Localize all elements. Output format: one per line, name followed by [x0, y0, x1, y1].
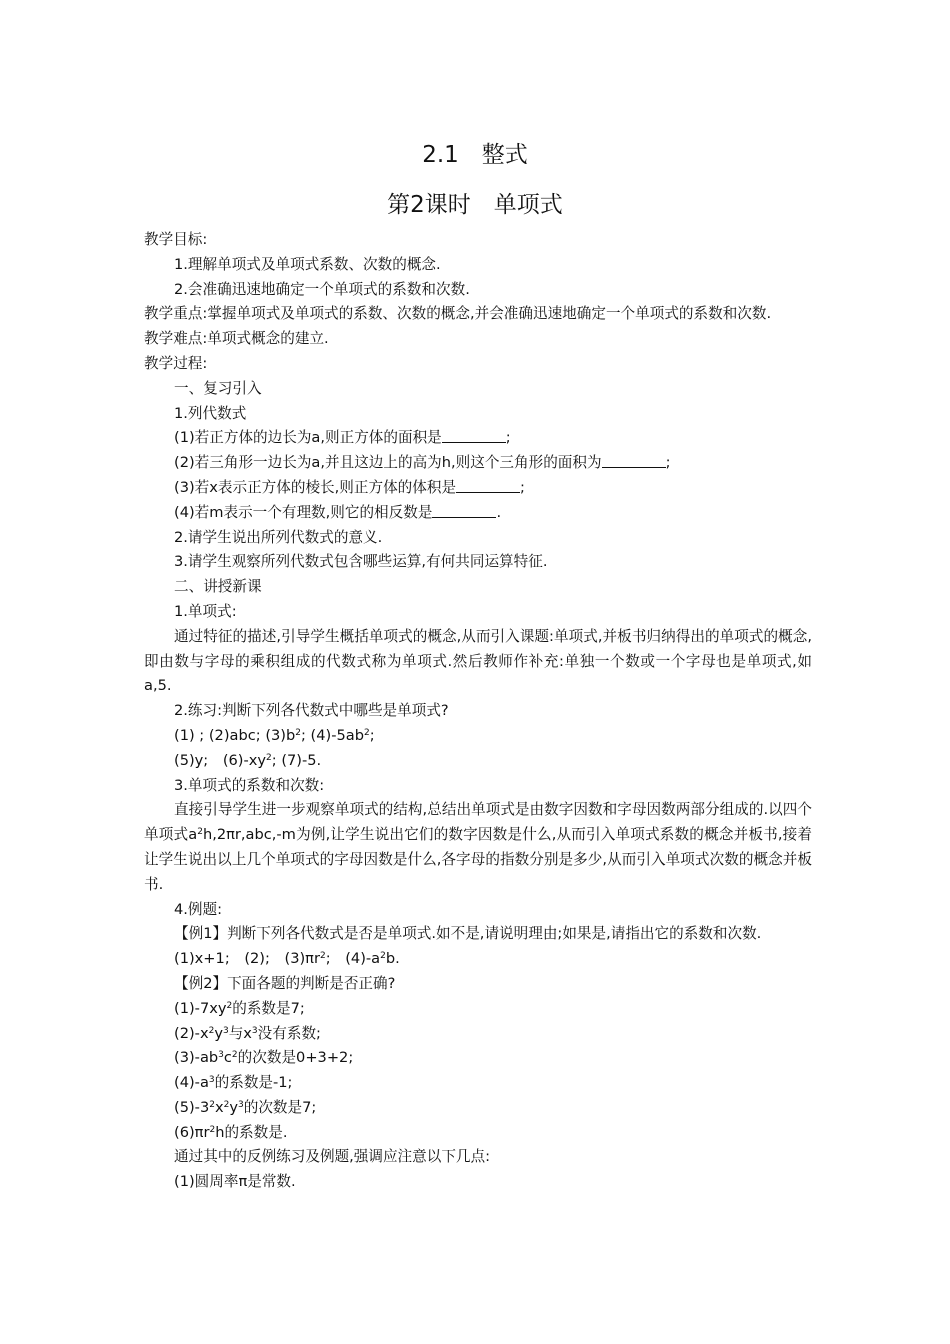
section-1-item-3: 3.请学生观察所列代数式包含哪些运算,有何共同运算特征.: [174, 553, 548, 571]
answer-blank[interactable]: [456, 478, 520, 493]
note-intro: 通过其中的反例练习及例题,强调应注意以下几点:: [174, 1148, 491, 1166]
question-3: (3)若x表示正方体的棱长,则正方体的体积是 ;: [174, 478, 525, 496]
exercise-line-2: (5)y; $(6)-xy^2$; (7)-5.: [174, 751, 322, 769]
document-body: [144, 228, 812, 1195]
lesson-title: 第2课时 单项式: [387, 192, 563, 218]
section-2-item-2: 2.练习:判断下列各代数式中哪些是单项式?: [174, 702, 449, 720]
example-1: 【例1】判断下列各代数式是否是单项式.如不是,请说明理由;如果是,请指出它的系数和次数.: [174, 925, 762, 943]
section-1-item-2: 2.请学生说出所列代数式的意义.: [174, 528, 383, 546]
objectives-heading: 教学目标:: [144, 231, 208, 248]
example-2-item-2: $(2)-x^2y^3$与$x^3$没有系数;: [174, 1024, 321, 1042]
section-2-item-1: 1.单项式:: [174, 602, 237, 620]
section-1-heading: 一、复习引入: [174, 379, 262, 397]
section-title: 2.1 整式: [422, 142, 528, 168]
process-heading: 教学过程:: [144, 354, 208, 372]
section-1-item-1: 1.列代数式: [174, 404, 247, 422]
key-point: 教学重点:掌握单项式及单项式的系数、次数的概念,并会准确迅速地确定一个单项式的系数和次数.: [144, 305, 772, 323]
objective-2: 2.会准确迅速地确定一个单项式的系数和次数.: [174, 280, 470, 298]
question-4: (4)若m表示一个有理数,则它的相反数是 .: [174, 503, 502, 521]
answer-blank[interactable]: [432, 503, 496, 518]
objective-1: 1.理解单项式及单项式系数、次数的概念.: [174, 255, 441, 273]
answer-blank[interactable]: [442, 428, 506, 443]
section-2-heading: 二、讲授新课: [174, 578, 262, 596]
paragraph-coefficient-degree: 直接引导学生进一步观察单项式的结构,总结出单项式是由数字因数和字母因数两部分组成的.以四个单项式$a^2h,2\pi r,abc,-m$为例,让学生说出它们的数字因数是什么,从而引入单项式系数的概念并板书,接着让学生说出以上几个单项式的字母因数是什么,各字母的指数分别是多少,从而引入单项式次数的概念并板书.: [144, 801, 812, 893]
section-2-item-4: 4.例题:: [174, 900, 223, 918]
example-2-item-1: $(1)-7xy^2$的系数是7;: [174, 999, 305, 1017]
example-2-item-3: $(3)-ab^3c^2$的次数是0+3+2;: [174, 1049, 354, 1067]
question-2: (2)若三角形一边长为a,并且这边上的高为h,则这个三角形的面积为 ;: [174, 454, 671, 472]
exercise-line-1: (1) ; (2)abc; $(3)b^2$; $(4)-5ab^2$;: [174, 726, 375, 744]
example-2-item-4: $(4)-a^3$的系数是-1;: [174, 1074, 293, 1092]
note-1: (1)圆周率π是常数.: [174, 1173, 296, 1191]
example-1-items: (1)x+1; (2); $(3)\pi r^2$; $(4)-a^2b$.: [174, 950, 400, 968]
example-2-item-6: $(6)\pi r^2h$的系数是.: [174, 1123, 288, 1141]
example-2: 【例2】下面各题的判断是否正确?: [174, 974, 396, 992]
answer-blank[interactable]: [602, 453, 666, 468]
question-1: (1)若正方体的边长为a,则正方体的面积是 ;: [174, 429, 511, 447]
difficulty: 教学难点:单项式概念的建立.: [144, 330, 329, 348]
example-2-item-5: $(5)-3^2x^2y^3$的次数是7;: [174, 1098, 317, 1116]
section-2-item-3: 3.单项式的系数和次数:: [174, 776, 325, 794]
paragraph-monomial-concept: 通过特征的描述,引导学生概括单项式的概念,从而引入课题:单项式,并板书归纳得出的单项式的概念,即由数与字母的乘积组成的代数式称为单项式.然后教师作补充:单独一个数或一个字母也是单项式,如a,5.: [144, 627, 812, 695]
